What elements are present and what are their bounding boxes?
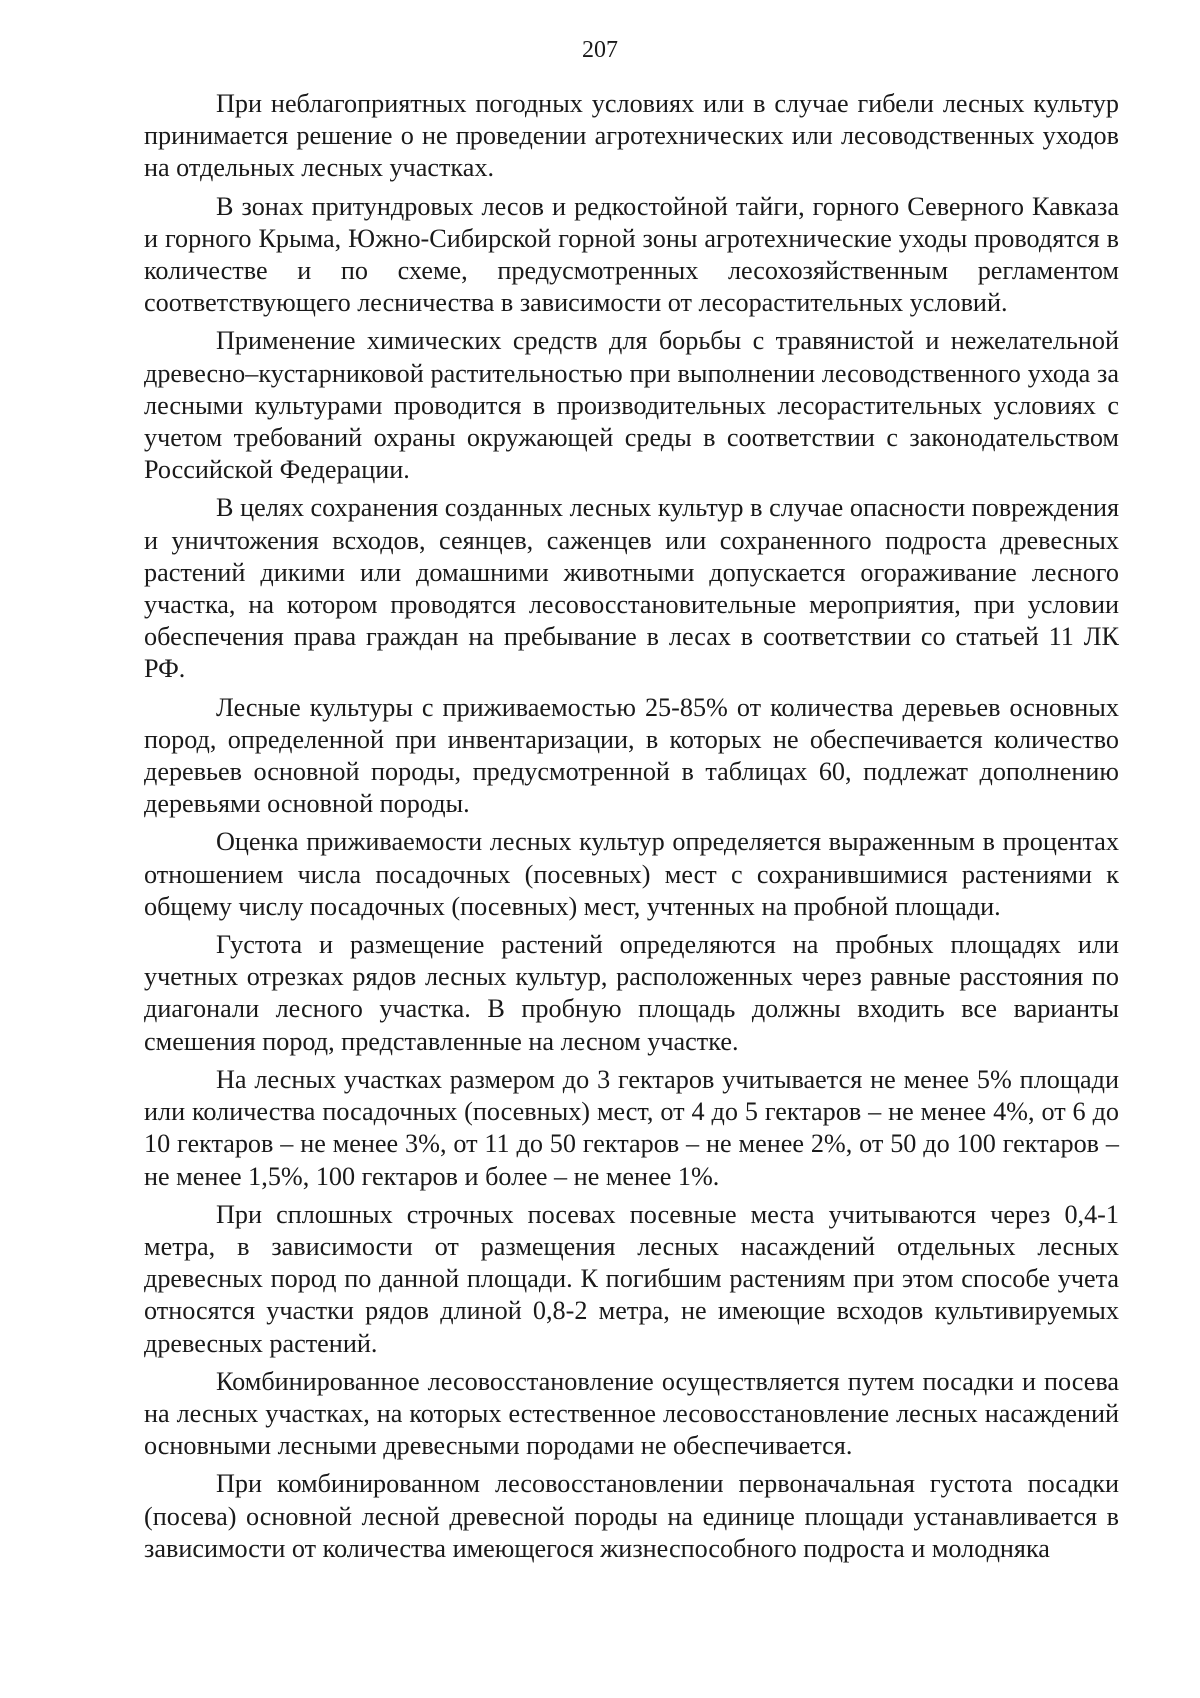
paragraph: Комбинированное лесовосстановление осуществляется путем посадки и посева на лесных участках, на которых естественное лесовосстановление лесных насаждений основными лесными древесными породами не обеспечивается. <box>144 1366 1119 1461</box>
paragraph: При комбинированном лесовосстановлении первоначальная густота посадки (посева) основной лесной древесной породы на единице площади устанавливается в зависимости от количества имеющегося жизнеспособного подроста и молодняка <box>144 1469 1119 1563</box>
page-number: 207 <box>582 37 618 63</box>
paragraph: При неблагоприятных погодных условиях или в случае гибели лесных культур принимается решение о не проведении агротехнических или лесоводственных уходов на отдельных лесных участках. <box>144 89 1119 183</box>
paragraph: Густота и размещение растений определяются на пробных площадях или учетных отрезках рядов лесных культур, расположенных через равные расстояния по диагонали лесного участка. В пробную площадь должны входить все варианты смешения пород, представленные на лесном участке. <box>144 930 1119 1056</box>
paragraph: Лесные культуры с приживаемостью 25-85% от количества деревьев основных пород, определенной при инвентаризации, в которых не обеспечивается количество деревьев основной породы, предусмотренной в таблицах 60, подлежат дополнению деревьями основной породы. <box>144 692 1119 819</box>
body-text <box>144 88 1119 1571</box>
paragraph: В целях сохранения созданных лесных культур в случае опасности повреждения и уничтожения всходов, сеянцев, саженцев или сохраненного подроста древесных растений дикими или домашними животными допускается огораживание лесного участка, на котором проводятся лесовосстановительные мероприятия, при условии обеспечения права граждан на пребывание в лесах в соответствии со статьей 11 ЛК РФ. <box>144 493 1119 684</box>
paragraph: Оценка приживаемости лесных культур определяется выраженным в процентах отношением числа посадочных (посевных) мест с сохранившимися растениями к общему числу посадочных (посевных) мест, учтенных на пробной площади. <box>144 827 1119 921</box>
paragraph: Применение химических средств для борьбы с травянистой и нежелательной древесно–кустарниковой растительностью при выполнении лесоводственного ухода за лесными культурами проводится в производительных лесорастительных условиях с учетом требований охраны окружающей среды в соответствии с законодательством Российской Федерации. <box>144 326 1119 485</box>
paragraph: На лесных участках размером до 3 гектаров учитывается не менее 5% площади или количества посадочных (посевных) мест, от 4 до 5 гектаров – не менее 4%, от 6 до 10 гектаров – не менее 3%, от 11 до 50 гектаров – не менее 2%, от 50 до 100 гектаров – не менее 1,5%, 100 гектаров и более – не менее 1%. <box>144 1064 1119 1191</box>
paragraph: В зонах притундровых лесов и редкостойной тайги, горного Северного Кавказа и горного Крыма, Южно-Сибирской горной зоны агротехнические уходы проводятся в количестве и по схеме, предусмотренных лесохозяйственным регламентом соответствующего лесничества в зависимости от лесорастительных условий. <box>144 191 1119 318</box>
paragraph: При сплошных строчных посевах посевные места учитываются через 0,4-1 метра, в зависимости от размещения лесных насаждений отдельных лесных древесных пород по данной площади. К погибшим растениям при этом способе учета относятся участки рядов длиной 0,8-2 метра, не имеющие всходов культивируемых древесных растений. <box>144 1199 1119 1358</box>
